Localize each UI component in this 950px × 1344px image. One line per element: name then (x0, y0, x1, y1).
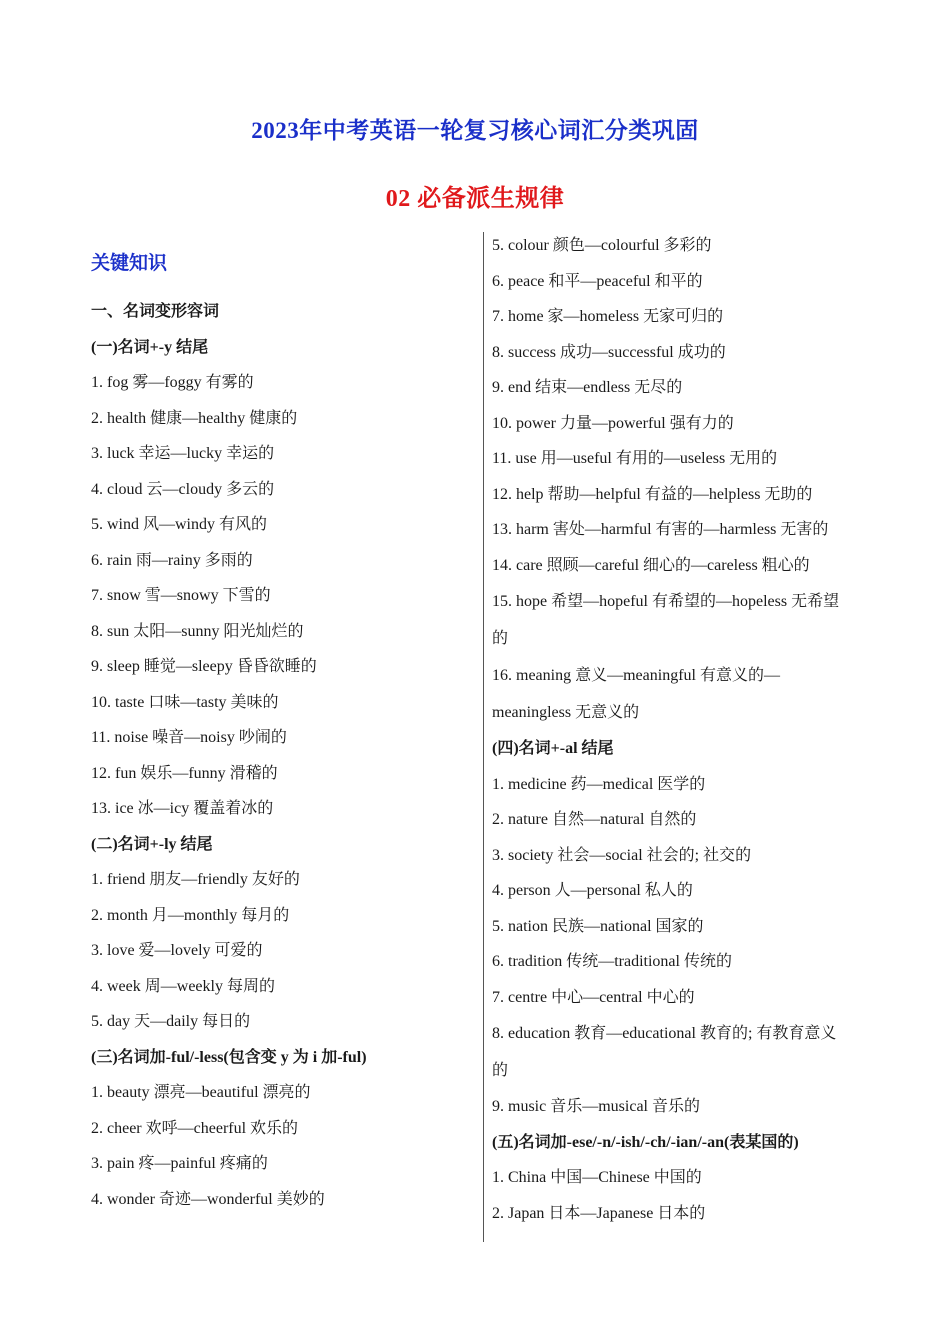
vocab-item: 11. noise 噪音—noisy 吵闹的 (91, 729, 287, 746)
vocab-item: 12. fun 娱乐—funny 滑稽的 (91, 764, 278, 782)
document-title: 2023年中考英语一轮复习核心词汇分类巩固 (251, 118, 699, 143)
key-knowledge-heading: 关键知识 (91, 253, 168, 274)
vocab-item: 4. cloud 云—cloudy 多云的 (91, 480, 275, 498)
vocab-item: 6. peace 和平—peaceful 和平的 (492, 272, 703, 290)
vocab-item: 9. end 结束—endless 无尽的 (492, 379, 683, 396)
vocab-item: 7. centre 中心—central 中心的 (492, 988, 695, 1006)
column-divider (483, 232, 484, 1242)
vocab-item: 16. meaning 意义—meaningful 有意义的— (492, 667, 780, 684)
vocab-item: 5. wind 风—windy 有风的 (91, 516, 268, 533)
section-heading: 一、名词变形容词 (91, 303, 220, 320)
vocab-item: 2. health 健康—healthy 健康的 (91, 409, 298, 427)
left-word-list (91, 294, 471, 1217)
vocab-item: 7. snow 雪—snowy 下雪的 (91, 587, 271, 604)
vocab-item: 3. pain 疼—painful 疼痛的 (91, 1155, 268, 1172)
vocab-item: 5. nation 民族—national 国家的 (492, 917, 704, 935)
vocab-item: 1. fog 雾—foggy 有雾的 (91, 374, 254, 391)
vocab-item: 的 (492, 1062, 509, 1079)
vocab-item: 4. wonder 奇迹—wonderful 美妙的 (91, 1190, 325, 1208)
vocab-item: 15. hope 希望—hopeful 有希望的—hopeless 无希望 (492, 593, 840, 610)
vocab-item: 14. care 照顾—careful 细心的—careless 粗心的 (492, 556, 810, 574)
vocab-item: 2. nature 自然—natural 自然的 (492, 811, 697, 828)
vocab-item: 1. beauty 漂亮—beautiful 漂亮的 (91, 1084, 311, 1101)
vocab-item: 4. person 人—personal 私人的 (492, 882, 693, 899)
vocab-item: 4. week 周—weekly 每周的 (91, 977, 275, 995)
section-heading: (二)名词+-ly 结尾 (91, 835, 213, 853)
right-column (492, 228, 862, 1231)
vocab-item: 8. success 成功—successful 成功的 (492, 343, 726, 361)
vocab-item: 3. society 社会—social 社会的; 社交的 (492, 846, 752, 864)
vocab-item: 7. home 家—homeless 无家可归的 (492, 308, 724, 325)
vocab-item: meaningless 无意义的 (492, 704, 640, 721)
vocab-item: 9. music 音乐—musical 音乐的 (492, 1098, 700, 1115)
document-subtitle: 02 必备派生规律 (385, 186, 565, 212)
vocab-item: 1. friend 朋友—friendly 友好的 (91, 871, 300, 888)
vocab-item: 12. help 帮助—helpful 有益的—helpless 无助的 (492, 485, 813, 503)
vocab-item: 10. power 力量—powerful 强有力的 (492, 414, 734, 432)
vocab-item: 的 (492, 630, 509, 647)
vocab-item: 2. month 月—monthly 每月的 (91, 906, 290, 924)
vocab-item: 8. sun 太阳—sunny 阳光灿烂的 (91, 622, 304, 640)
vocab-item: 8. education 教育—educational 教育的; 有教育意义 (492, 1025, 837, 1042)
vocab-item: 2. Japan 日本—Japanese 日本的 (492, 1204, 706, 1222)
section-heading: (三)名词加-ful/-less(包含变 y 为 i 加-ful) (91, 1048, 367, 1066)
vocab-item: 3. luck 幸运—lucky 幸运的 (91, 445, 275, 462)
section-heading: (一)名词+-y 结尾 (91, 338, 209, 356)
vocab-item: 13. ice 冰—icy 覆盖着冰的 (91, 800, 274, 817)
vocab-item: 11. use 用—useful 有用的—useless 无用的 (492, 450, 778, 467)
vocab-item: 1. China 中国—Chinese 中国的 (492, 1169, 702, 1186)
vocab-item: 6. rain 雨—rainy 多雨的 (91, 551, 253, 569)
section-heading: (五)名词加-ese/-n/-ish/-ch/-ian/-an(表某国的) (492, 1133, 799, 1151)
section-heading: (四)名词+-al 结尾 (492, 740, 614, 757)
vocab-item: 5. colour 颜色—colourful 多彩的 (492, 237, 712, 254)
vocab-item: 5. day 天—daily 每日的 (91, 1013, 251, 1030)
vocab-item: 1. medicine 药—medical 医学的 (492, 775, 706, 793)
vocab-item: 6. tradition 传统—traditional 传统的 (492, 953, 732, 970)
vocab-item: 3. love 爱—lovely 可爱的 (91, 942, 263, 959)
vocab-item: 10. taste 口味—tasty 美味的 (91, 693, 279, 711)
left-column (91, 230, 471, 1217)
vocab-item: 9. sleep 睡觉—sleepy 昏昏欲睡的 (91, 658, 317, 675)
right-word-list (492, 228, 862, 1231)
vocab-item: 13. harm 害处—harmful 有害的—harmless 无害的 (492, 521, 829, 538)
vocab-item: 2. cheer 欢呼—cheerful 欢乐的 (91, 1119, 299, 1137)
